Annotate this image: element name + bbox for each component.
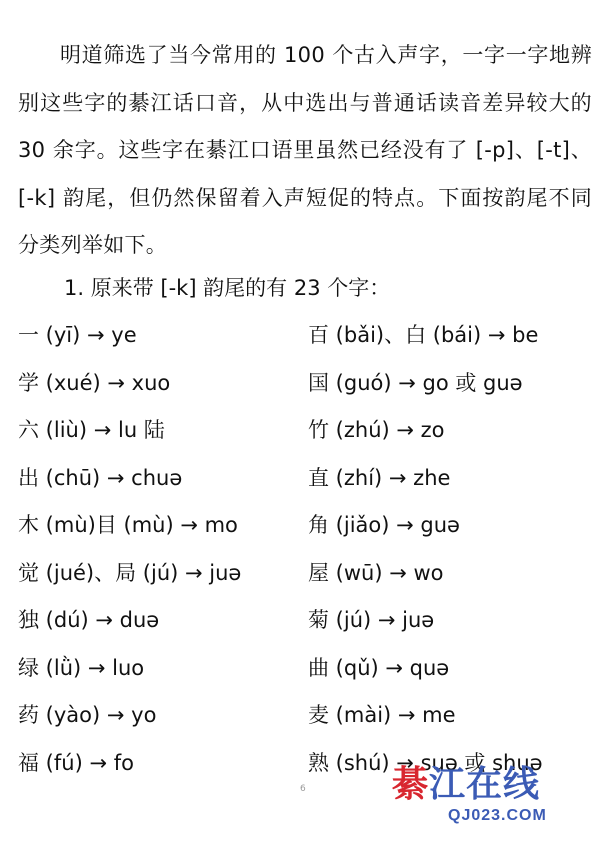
watermark-accent-char: 綦: [392, 763, 430, 805]
list-item-left: 一 (yī) → ye: [18, 323, 137, 347]
list-item-left: 六 (liù) → lu 陆: [18, 418, 165, 442]
list-row: [0, 597, 608, 645]
watermark-logo-text: [392, 762, 540, 806]
list-item-right: 百 (bǎi)、白 (bái) → be: [308, 323, 539, 347]
list-item-right: 曲 (qǔ) → quə: [308, 655, 450, 680]
list-item-left: 觉 (jué)、局 (jú) → juə: [18, 560, 242, 585]
watermark-url: QJ023.COM: [448, 807, 547, 824]
character-list: [0, 312, 608, 787]
list-item-left: 学 (xué) → xuo: [18, 370, 171, 395]
list-row: [0, 645, 608, 693]
list-row: [0, 550, 608, 598]
list-item-left: 药 (yào) → yo: [18, 703, 157, 727]
list-row: [0, 312, 608, 360]
list-item-left: 绿 (lǜ) → luo: [18, 655, 145, 680]
list-item-right: 麦 (mài) → me: [308, 703, 456, 727]
list-row: [0, 455, 608, 503]
list-item-right: 角 (jiǎo) → guə: [308, 513, 460, 537]
list-row: [0, 692, 608, 740]
list-row: [0, 407, 608, 455]
list-item-right: 国 (guó) → go 或 guə: [308, 370, 523, 395]
list-row: [0, 502, 608, 550]
section-heading: 1. 原来带 [-k] 韵尾的有 23 个字：: [64, 276, 391, 300]
list-item-right: 直 (zhí) → zhe: [308, 465, 451, 490]
intro-paragraph: 明道筛选了当今常用的 100 个古入声字，一字一字地辨别这些字的綦江话口音，从中选出与普通话读音差异较大的 30 余字。这些字在綦江口语里虽然已经没有了 [-p]、[-t]、[-k] 韵尾，但仍然保留着入声短促的特点。下面按韵尾不同分类列举如下。: [18, 43, 592, 257]
list-item-right: 熟 (shú) → suə 或 shuə: [308, 750, 543, 775]
list-row: [0, 360, 608, 408]
site-watermark: [392, 762, 592, 834]
page-number: 6: [300, 784, 306, 794]
list-item-right: 竹 (zhú) → zo: [308, 418, 445, 442]
list-item-left: 木 (mù)目 (mù) → mo: [18, 513, 238, 537]
list-item-left: 出 (chū) → chuə: [18, 465, 183, 490]
list-item-right: 屋 (wū) → wo: [308, 560, 444, 585]
list-item-left: 独 (dú) → duə: [18, 608, 160, 632]
list-item-right: 菊 (jú) → juə: [308, 608, 435, 632]
watermark-rest-text: 江在线: [429, 763, 541, 805]
list-item-left: 福 (fú) → fo: [18, 750, 134, 775]
